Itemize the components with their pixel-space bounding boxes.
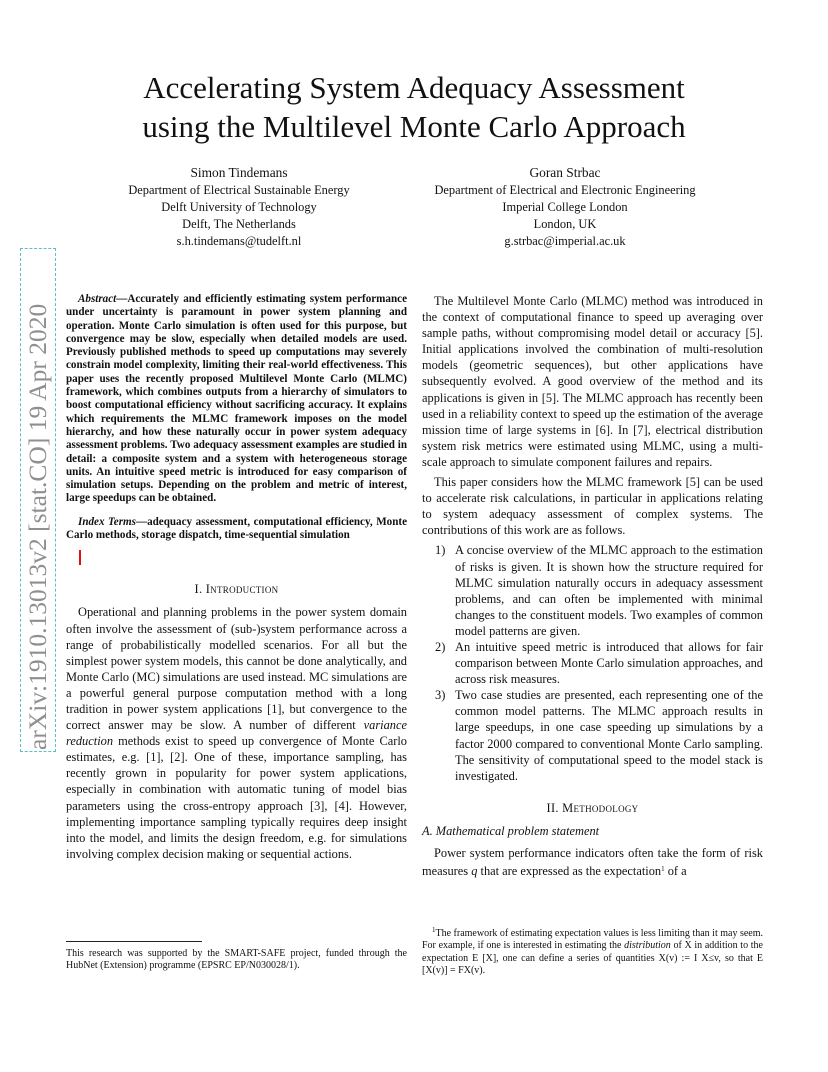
text-run: methods exist to speed up convergence of Monte Carlo estimates, e.g. (66, 734, 407, 765)
section-heading-introduction: I. Introduction (194, 582, 279, 597)
list-number: 3) (435, 688, 446, 703)
author-department: Department of Electrical Sustainable Energy (128, 183, 350, 197)
author-department: Department of Electrical and Electronic Engineering (434, 183, 696, 197)
mlmc-paragraph (422, 293, 763, 470)
list-number: 1) (435, 543, 446, 558)
math-symbol: q (471, 864, 478, 879)
text-run: . However, implementing importance sampling typically requires deep insight into the model, and limits the design freedom, e.g. for simulations involving complex decision making or sequential actions. (66, 798, 408, 861)
red-cursor-mark (79, 550, 81, 565)
text-run: . In (610, 422, 634, 437)
abstract-text: —Accurately and efficiently estimating system performance under uncertainty is paramount in power system planning and operation. Monte Carlo simulation is often used for this purpose, but convergence may be slow, especially when detailed models are used. Previously published methods to speed up computations may severely constrain model complexity, limiting their real-world effectiveness. This paper uses the recently proposed Multilevel Monte Carlo (MLMC) framework, which combines outputs from a hierarchy of simulators to boost computational efficiency without sacrificing accuracy. It explains which requirements the MLMC framework imposes on the model hierarchy, and how these naturally occur in power system adequacy assessment problems. Two adequacy assessment examples are studied in detail: a composite system and a system with heterogeneous storage units. An intuitive speed metric is introduced for easy comparison of simulation setups. Depending on the problem and metric of interest, large speedups can be obtained. (66, 293, 407, 505)
text-run: This paper considers how the MLMC framework (434, 475, 686, 490)
text-run: , electrical distribution system risk metrics were estimated using MLMC, using a multi-scale approach to simulate component failures and repairs. (422, 422, 763, 469)
problem-paragraph (422, 845, 763, 879)
list-text: An intuitive speed metric is introduced that allows for fair comparison between Monte Carlo simulation approaches, and across risk measures. (455, 639, 763, 687)
citation-link[interactable]: [5] (685, 475, 701, 490)
index-terms-text: —adequacy assessment, computational efficiency, Monte Carlo methods, storage dispatch, time-sequential simulation (66, 515, 407, 542)
author-email: s.h.tindemans@tudelft.nl (176, 234, 302, 248)
intro-paragraph (66, 604, 407, 862)
list-item (422, 542, 763, 639)
title-line-2: using the Multilevel Monte Carlo Approach (142, 109, 686, 144)
text-run: , (324, 798, 335, 813)
author-institution: Imperial College London (502, 200, 628, 214)
citation-link[interactable]: [3] (309, 798, 325, 813)
emphasis: variance reduction (66, 718, 407, 749)
contributions-list (422, 542, 763, 783)
list-item (422, 639, 763, 687)
text-run: , but convergence to the correct answer may be slow. A number of different (66, 702, 407, 733)
author-email: g.strbac@imperial.ac.uk (504, 234, 626, 248)
index-terms-label: Index Terms (78, 515, 136, 528)
author-name: Simon Tindemans (190, 165, 288, 180)
text-run: , (160, 750, 171, 765)
author-name: Goran Strbac (529, 165, 601, 180)
author-block-1 (100, 164, 378, 250)
section-heading-methodology: II. Methodology (546, 800, 639, 815)
funding-footnote: This research was supported by the SMART-SAFE project, funded through the HubNet (Extension) programme (EPSRC EP/N030028/1). (66, 948, 407, 972)
arxiv-stamp[interactable]: arXiv:1910.13013v2 [stat.CO] 19 Apr 2020 (22, 250, 54, 750)
author-location: London, UK (533, 217, 597, 231)
author-location: Delft, The Netherlands (182, 217, 296, 231)
list-item (422, 687, 763, 784)
list-number: 2) (435, 639, 446, 654)
expectation-footnote (422, 924, 763, 977)
emphasis: distribution (624, 940, 671, 952)
text-run: Power system performance indicators often take the form of risk measures (422, 846, 763, 879)
text-run: The framework of estimating expectation values is less limiting than it may seem. For example, if one is interested in estimating the (422, 928, 763, 952)
author-block-2 (408, 164, 722, 250)
citation-link[interactable]: [4] (334, 798, 349, 813)
right-column (422, 293, 763, 879)
text-run: . One of these, importance sampling, has recently grown in popularity for power system applications, especially in combination with automatic tuning of model bias parameters using the cross-entropy approach (66, 750, 407, 813)
text-run: The Multilevel Monte Carlo (MLMC) method was introduced in the context of computational finance to speed up averaging over sample paths, without compromising model detail or accuracy (422, 294, 763, 341)
citation-link[interactable]: [6] (595, 422, 610, 437)
citation-link[interactable]: [2] (170, 750, 185, 765)
text-run: of X in addition to the expectation E [X], one can define a series of quantities X(v) := I X≤v, so that E [X(v)] = FX(v). (422, 940, 763, 976)
paper-title (60, 68, 768, 146)
list-text: A concise overview of the MLMC approach to the estimation of risks is given. It is shown how the structure required for MLMC simulation naturally occurs in adequacy assessment problems, and can often be implemented with minimal changes to the constituent models. Two examples of common model patterns are given. (455, 543, 763, 638)
text-run: . Initial applications involved the combination of multi-resolution models (geometric sequences), but other applications have subsequently evolved. A good overview of the method and its applications is given in (422, 326, 763, 405)
contributions-intro (422, 474, 763, 538)
text-run: can be used to accelerate risk calculations, in particular in applications relating to system adequacy assessment of complex systems. The contributions of this work are as follows. (422, 475, 763, 538)
text-run: that are expressed as the expectation (477, 864, 662, 879)
abstract-label: Abstract (78, 293, 117, 305)
footnote-rule (66, 941, 202, 942)
list-text: Two case studies are presented, each representing one of the common model patterns. The MLMC approach results in large speedups, in one case speeding up simulations by a factor 2000 compared to conventional Monte Carlo sampling. The sensitivity of computational speed to the model stack is investigated. (455, 688, 763, 783)
citation-link[interactable]: [7] (633, 422, 648, 437)
index-terms (66, 516, 407, 543)
citation-link[interactable]: [1] (146, 750, 161, 765)
citation-link[interactable]: [1] (267, 702, 282, 716)
text-run: Operational and planning problems in the power system domain often involve the assessment of (sub-)system performance across a range of probabilistically modelled scenarios. For all but the simplest power system models, this cannot be done analytically, and Monte Carlo (MC) simulations are used instead. MC simulations are a powerful general purpose computation method with a long tradition in power system applications (66, 605, 407, 716)
text-run: . The MLMC approach has recently been used in a reliability context to speed up the estimation of the average mission time of large systems in (422, 390, 763, 437)
citation-link[interactable]: [5] (745, 326, 760, 341)
abstract (66, 293, 407, 506)
footnote-number: 1 (432, 926, 436, 934)
title-line-1: Accelerating System Adequacy Assessment (143, 70, 685, 105)
text-run: of a (664, 864, 687, 879)
footnote-marker[interactable]: 1 (661, 865, 665, 874)
left-column (66, 293, 407, 862)
author-institution: Delft University of Technology (161, 200, 317, 214)
citation-link[interactable]: [5] (541, 390, 557, 405)
subsection-heading: A. Mathematical problem statement (422, 823, 600, 838)
